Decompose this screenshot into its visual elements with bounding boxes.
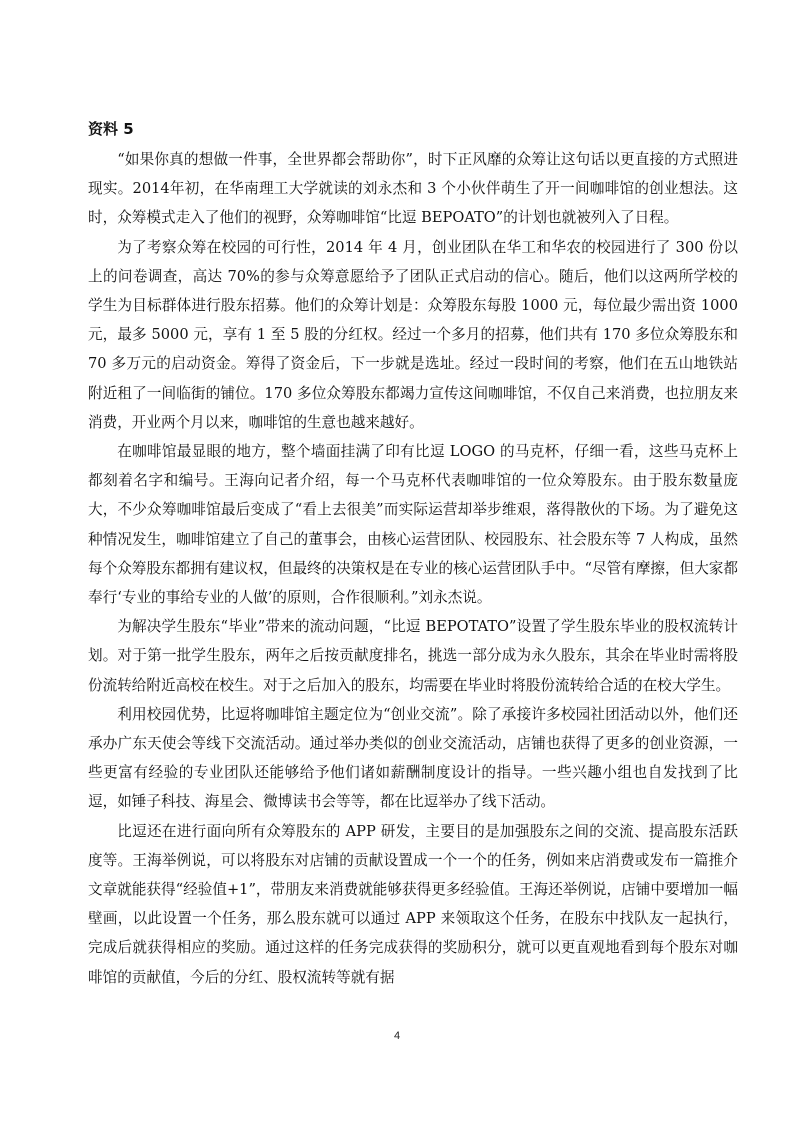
paragraph-6: 比逗还在进行面向所有众筹股东的 APP 研发，主要目的是加强股东之间的交流、提高股东活跃度等。王海举例说，可以将股东对店铺的贡献设置成一个一个的任务，例如来店消费或发布一篇推介文章就能获得“经验值+1”，带朋友来消费就能够获得更多经验值。王海还举例说，店铺中要增加一幅壁画，以此设置一个任务，那么股东就可以通过 APP 来领取这个任务，在股东中找队友一起执行，完成后就获得相应的奖励。通过这样的任务完成获得的奖励积分，就可以更直观地看到每个股东对咖啡馆的贡献值，今后的分红、股权流转等就有据 xyxy=(88,822,738,986)
paragraph-3: 在咖啡馆最显眼的地方，整个墙面挂满了印有比逗 LOGO 的马克杯，仔细一看，这些马克杯上都刻着名字和编号。王海向记者介绍，每一个马克杯代表咖啡馆的一位众筹股东。由于股东数量庞大，不少众筹咖啡馆最后变成了“看上去很美”而实际运营却举步维艰，落得散伙的下场。为了避免这种情况发生，咖啡馆建立了自己的董事会，由核心运营团队、校园股东、社会股东等 7 人构成，虽然每个众筹股东都拥有建议权，但最终的决策权是在专业的核心运营团队手中。“尽管有摩擦，但大家都奉行‘专业的事给专业的人做’的原则，合作很顺利。”刘永杰说。 xyxy=(88,443,738,607)
document-body xyxy=(88,116,738,992)
paragraph-2: 为了考察众筹在校园的可行性，2014 年 4 月，创业团队在华工和华农的校园进行了 300 份以上的问卷调查，高达 70%的参与众筹意愿给予了团队正式启动的信心。随后，他们以这两所学校的学生为目标群体进行股东招募。他们的众筹计划是：众筹股东每股 1000 元，每位最少需出资 1000 元，最多 5000 元，享有 1 至 5 股的分红权。经过一个多月的招募，他们共有 170 多位众筹股东和 70 多万元的启动资金。筹得了资金后，下一步就是选址。经过一段时间的考察，他们在五山地铁站附近租了一间临街的铺位。170 多位众筹股东都竭力宣传这间咖啡馆，不仅自己来消费，也拉朋友来消费，开业两个月以来，咖啡馆的生意也越来越好。 xyxy=(88,238,738,431)
page-number: 4 xyxy=(393,1030,401,1042)
paragraph-4: 为解决学生股东“毕业”带来的流动问题，“比逗 BEPOTATO”设置了学生股东毕业的股权流转计划。对于第一批学生股东，两年之后按贡献度排名，挑选一部分成为永久股东，其余在毕业时需将股份流转给附近高校在校生。对于之后加入的股东，均需要在毕业时将股份流转给合适的在校大学生。 xyxy=(88,618,738,694)
paragraph-5: 利用校园优势，比逗将咖啡馆主题定位为“创业交流”。除了承接许多校园社团活动以外，他们还承办广东天使会等线下交流活动。通过举办类似的创业交流活动，店铺也获得了更多的创业资源，一些更富有经验的专业团队还能够给予他们诸如薪酬制度设计的指导。一些兴趣小组也自发找到了比逗，如锤子科技、海星会、微博读书会等等，都在比逗举办了线下活动。 xyxy=(88,705,738,811)
section-heading: 资料 5 xyxy=(88,120,134,138)
paragraph-1: “如果你真的想做一件事，全世界都会帮助你”，时下正风靡的众筹让这句话以更直接的方式照进现实。2014年初，在华南理工大学就读的刘永杰和 3 个小伙伴萌生了开一间咖啡馆的创业想法。这时，众筹模式走入了他们的视野，众筹咖啡馆“比逗 BEPOATO”的计划也就被列入了日程。 xyxy=(88,151,738,227)
